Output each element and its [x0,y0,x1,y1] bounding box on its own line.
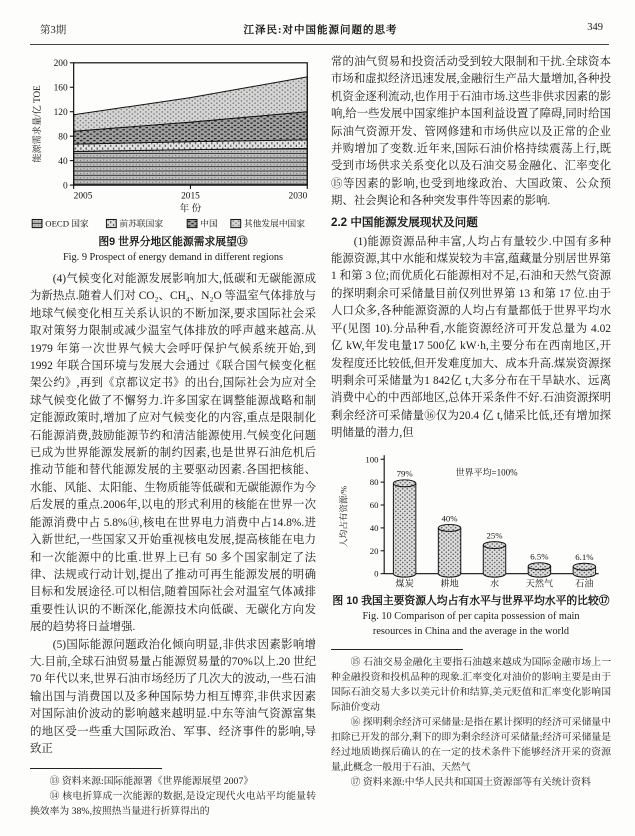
svg-text:60: 60 [369,499,379,510]
svg-text:40: 40 [369,522,379,533]
svg-text:前苏联国家: 前苏联国家 [119,218,164,229]
header-page-number: 349 [587,22,603,33]
paragraph-1-energy-resources: (1)能源资源品种丰富,人均占有量较少.中国有多种能源资源,其中水能和煤炭较为丰富,蕴藏量分别居世界第 1 和第 3 位;而优质化石能源相对不足,石油和天然气资源的探明剩余可采储量目前仅列世界第 13 和第 17 位.由于人口众多,各种能源资源的人均占有量都低于世界平均水平(见图 10).分品种看,水能资源经济可开发总量为 4.02 亿 kW,年发电量17 500亿 kW·h,主要分布在西南地区,开发程度还比较低,但开发难度加大、成本升高.煤炭资源探明剩余可采储量为1 842亿 t,大多分布在干旱缺水、远离消费中心的中西部地区,总体开采条件不好.石油资源探明剩余经济可采储量⑯仅为20.4 亿 t,储采比低,还有增加探明储量的潜力,但 [331,235,611,440]
svg-text:煤炭: 煤炭 [395,577,414,588]
svg-text:6.5%: 6.5% [530,551,549,562]
right-footnote-divider [331,649,463,650]
svg-text:25%: 25% [486,529,503,540]
fig10-caption-cn: 图 10 我国主要资源人均占有水平与世界平均水平的比较⑰ [332,594,610,607]
svg-text:80: 80 [58,132,68,143]
svg-text:0: 0 [62,181,68,192]
fig9-caption-cn: 图9 世界分地区能源需求展望⑬ [98,236,248,248]
fig10-caption-en-line1: Fig. 10 Comparison of per capita possession of main [362,610,580,622]
svg-text:人均占有资源/%: 人均占有资源/% [338,485,349,547]
svg-text:100: 100 [365,453,379,464]
svg-text:2030: 2030 [288,191,308,202]
header-issue: 第3期 [40,25,67,36]
fig9-caption-en: Fig. 9 Prospect of energy demand in different regions [62,252,284,263]
svg-text:200: 200 [53,59,68,70]
fig10-chart-svg [337,447,605,590]
svg-text:20: 20 [369,545,379,556]
figure-9 [30,54,316,265]
header-title: 江泽民:对中国能源问题的思考 [243,25,398,36]
footnote-15: ⑮ 石油交易金融化主要指石油越来越成为国际金融市场上一种金融投资和投机品种的现象.汇率变化对油价的影响主要是由于国际石油交易大多以美元计价和结算,美元贬值和汇率变化影响国际油价变动 [331,656,611,713]
svg-text:79%: 79% [396,468,413,479]
svg-text:世界平均=100%: 世界平均=100% [455,467,518,478]
svg-text:40: 40 [58,156,68,167]
paragraph-5-politicization: (5)国际能源问题政治化倾向明显,非供求因素影响增大.目前,全球石油贸易量占能源贸易量的70%以上.20 世纪 70 年代以来,世界石油市场经历了几次大的波动,一些石油输出国与消费国以及多种国际势力相互博弈,非供求因素对国际油价波动的影响越来越明显.中东等油气资源富集的地区受一些重大国际政治、军事、经济事件的影响,导致正 [30,638,316,755]
left-column [30,54,316,836]
svg-text:能源需求量/亿 TOE: 能源需求量/亿 TOE [31,85,42,163]
svg-text:40%: 40% [441,512,458,523]
right-column [331,54,611,836]
footnote-13: ⑬ 资料来源:国际能源署《世界能源展望 2007》 [49,776,254,788]
figure-10 [331,447,611,639]
svg-text:石油: 石油 [575,577,594,588]
footnote-14: ⑭ 核电折算成一次能源的数据,是设定现代火电站平均能量转换效率为 38%,按照热当量进行折算得出的 [30,791,316,818]
svg-text:耕地: 耕地 [440,577,459,588]
svg-text:6.1%: 6.1% [575,551,594,562]
header-rule [30,44,609,45]
svg-text:其他发展中国家: 其他发展中国家 [243,218,305,229]
left-footnote-divider [30,768,162,769]
page-content [30,54,611,836]
fig9-chart-svg [30,54,316,231]
svg-text:80: 80 [369,476,379,487]
paragraph-continued-oil-trade: 常的油气贸易和投资活动受到较大限制和干扰.全球资本市场和虚拟经济迅速发展,金融衍生产品大量增加,各种投机资金逐利流动,也作用于石油市场.这些非供求因素的影响,给一些发展中国家维护本国利益设置了障碍,同时给国际油气资源开发、管网修建和市场供应以及正常的企业并购增加了变数.近年来,国际石油价格持续震荡上行,既受到市场供求关系变化以及石油交易金融化、汇率变化⑮等因素的影响,也受到地缘政治、大国政策、公众预期、社会舆论和各种突发事件等因素的影响. [331,56,611,208]
footnote-17: ⑰ 资料来源:中华人民共和国国土资源部等有关统计资料 [350,776,591,788]
svg-text:天然气: 天然气 [525,577,554,588]
fig10-caption-en-line2: resources in China and the average in the world [372,625,570,637]
svg-text:2015: 2015 [181,191,200,202]
section-heading-2-2: 2.2 中国能源发展现状及问题 [331,215,478,229]
svg-text:中国: 中国 [200,218,218,229]
svg-text:OECD 国家: OECD 国家 [45,218,89,229]
paragraph-4-climate-change: (4)气候变化对能源发展影响加大,低碳和无碳能源成为新热点.随着人们对 CO₂、CH₄、N₂O 等温室气体排放与地球气候变化相互关系认识的不断加深,要求国际社会采取对策努力限制或减少温室气体排放的呼声越来越高.从 1979 年第一次世界气候大会呼吁保护气候系统开始,到 1992 年联合国环境与发展大会通过《联合国气候变化框架公约》,再到《京都议定书》的出台,国际社会为应对全球气候变化做了不懈努力.许多国家在调整能源战略和制定能源政策时,增加了应对气候变化的内容,重点是限制化石能源消费,鼓励能源节约和清洁能源使用.气候变化问题已成为世界能源发展新的制约因素,也是世界石油危机后推动节能和替代能源发展的主要驱动因素.各国把核能、水能、风能、太阳能、生物质能等低碳和无碳能源作为今后发展的重点.2006年,以电的形式利用的核能在世界一次能源消费中占 5.8%⑭,核电在世界电力消费中占14.8%.进入新世纪,一些国家又开始重视核电发展,提高核能在电力和一次能源中的比重.世界上已有 50 多个国家制定了法律、法规或行动计划,提出了推动可再生能源发展的明确目标和发展途径.可以相信,随着国际社会对温室气体减排重要性认识的不断深化,能源技术向低碳、无碳化方向发展的趋势将日益增强. [30,273,316,634]
svg-text:0: 0 [374,568,379,579]
svg-text:2005: 2005 [73,191,93,202]
svg-text:水: 水 [489,577,500,588]
page-header [36,22,605,38]
footnote-16: ⑯ 探明剩余经济可采储量:是指在累计探明的经济可采储量中扣除已开发的部分,剩下的即为剩余经济可采储量;经济可采储量是经过地质勘探后确认的在一定的技术条件下能够经济开采的资源量,此概念一般用于石油、天然气 [331,716,611,773]
svg-text:160: 160 [53,83,68,94]
svg-text:120: 120 [53,107,68,118]
svg-text:年 份: 年 份 [179,203,202,215]
